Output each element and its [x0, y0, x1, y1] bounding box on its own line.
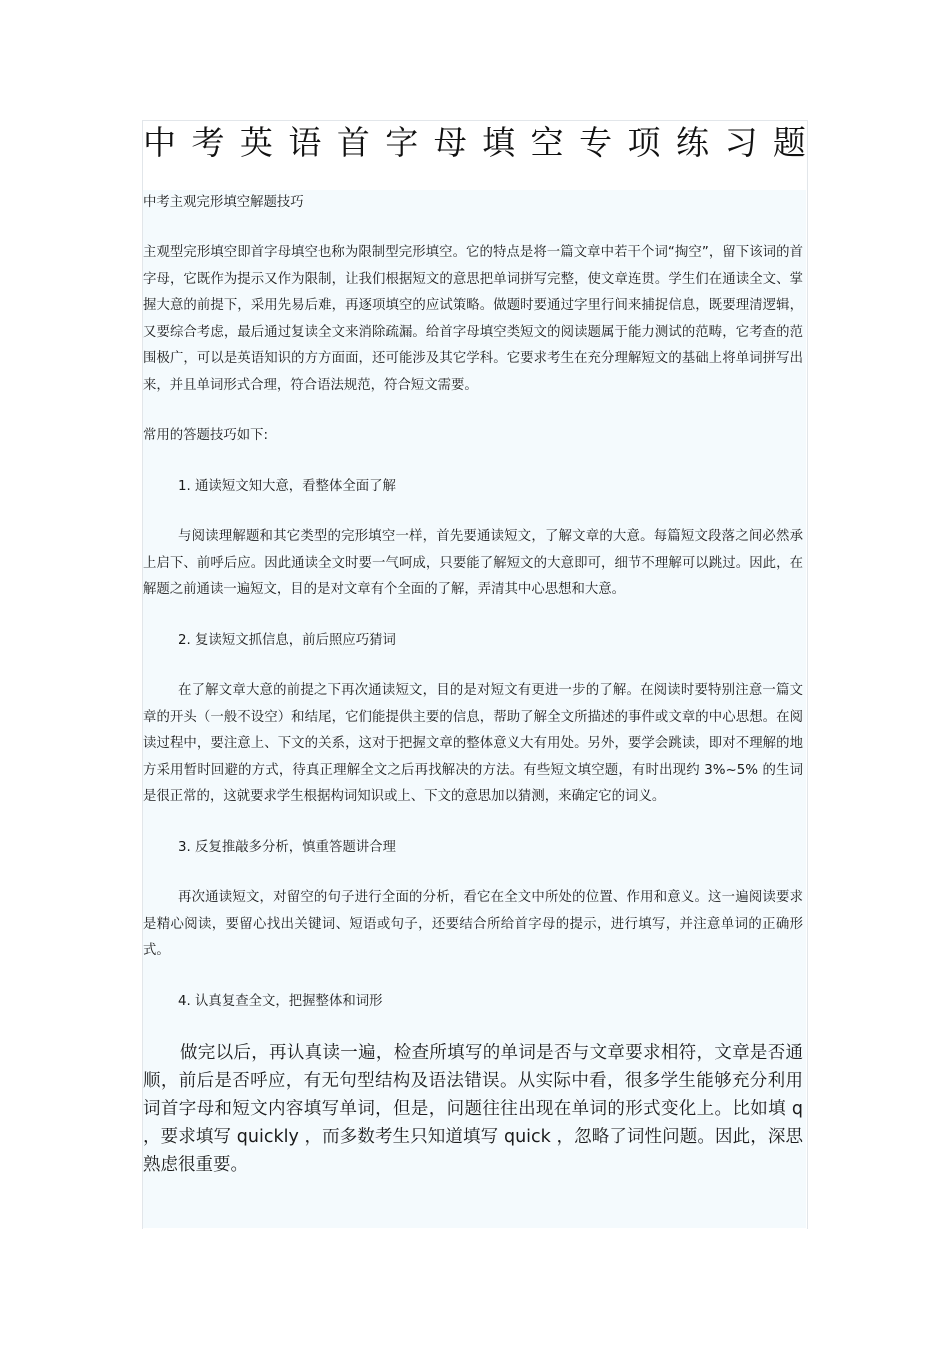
page-title: 中 考 英 语 首 字 母 填 空 专 项 练 习 题 — [143, 123, 806, 162]
step-3-title: 3. 反复推敲多分析，慎重答题讲合理 — [178, 839, 396, 855]
step-4-title: 4. 认真复查全文，把握整体和词形 — [178, 993, 383, 1009]
tips-label: 常用的答题技巧如下: — [143, 428, 269, 443]
step-2-body: 在了解文章大意的前提之下再次通读短文，目的是对短文有更进一步的了解。在阅读时要特别注意一篇文章的开头（一般不设空）和结尾，它们能提供主要的信息，帮助了解全文所描述的事件或文章的中心思想。在阅读过程中，要注意上、下文的关系，这对于把握文章的整体意义大有用处。另外，要学会跳读，即对不理解的地方采用暂时回避的方式，待真正理解全文之后再找解决的方法。有些短文填空题，有时出现约 3%~5% 的生词是很正常的，这就要求学生根据构词知识或上、下文的意思加以猜测，来确定它的词义。 — [143, 683, 803, 804]
step-1-body: 与阅读理解题和其它类型的完形填空一样，首先要通读短文，了解文章的大意。每篇短文段落之间必然承上启下、前呼后应。因此通读全文时要一气呵成，只要能了解短文的大意即可，细节不理解可以跳过。因此，在解题之前通读一遍短文，目的是对文章有个全面的了解，弄清其中心思想和大意。 — [143, 529, 803, 597]
step-2-title: 2. 复读短文抓信息，前后照应巧猜词 — [178, 632, 396, 648]
intro-paragraph: 主观型完形填空即首字母填空也称为限制型完形填空。它的特点是将一篇文章中若干个词“掏空”，留下该词的首字母，它既作为提示又作为限制，让我们根据短文的意思把单词拼写完整，使文章连贯。学生们在通读全文、掌握大意的前提下，采用先易后难，再逐项填空的应试策略。做题时要通过字里行间来捕捉信息，既要理清逻辑，又要综合考虑，最后通过复读全文来消除疏漏。给首字母填空类短文的阅读题属于能力测试的范畴，它考查的范围极广，可以是英语知识的方方面面，还可能涉及其它学科。它要求考生在充分理解短文的基础上将单词拼写出来，并且单词形式合理，符合语法规范，符合短文需要。 — [143, 245, 803, 393]
document-body — [143, 190, 803, 1179]
step-1-title: 1. 通读短文知大意，看整体全面了解 — [178, 478, 396, 494]
step-3-body: 再次通读短文，对留空的句子进行全面的分析，看它在全文中所处的位置、作用和意义。这一遍阅读要求是精心阅读，要留心找出关键词、短语或句子，还要结合所给首字母的提示，进行填写，并注意单词的正确形式。 — [143, 890, 803, 958]
section-subheading: 中考主观完形填空解题技巧 — [143, 195, 304, 210]
step-4-body: 做完以后，再认真读一遍，检查所填写的单词是否与文章要求相符，文章是否通顺，前后是否呼应，有无句型结构及语法错误。从实际中看，很多学生能够充分利用词首字母和短文内容填写单词，但是，问题往往出现在单词的形式变化上。比如填 q ，要求填写 quickly ，而多数考生只知道填写 quick ，忽略了词性问题。因此，深思熟虑很重要。 — [143, 1043, 803, 1175]
